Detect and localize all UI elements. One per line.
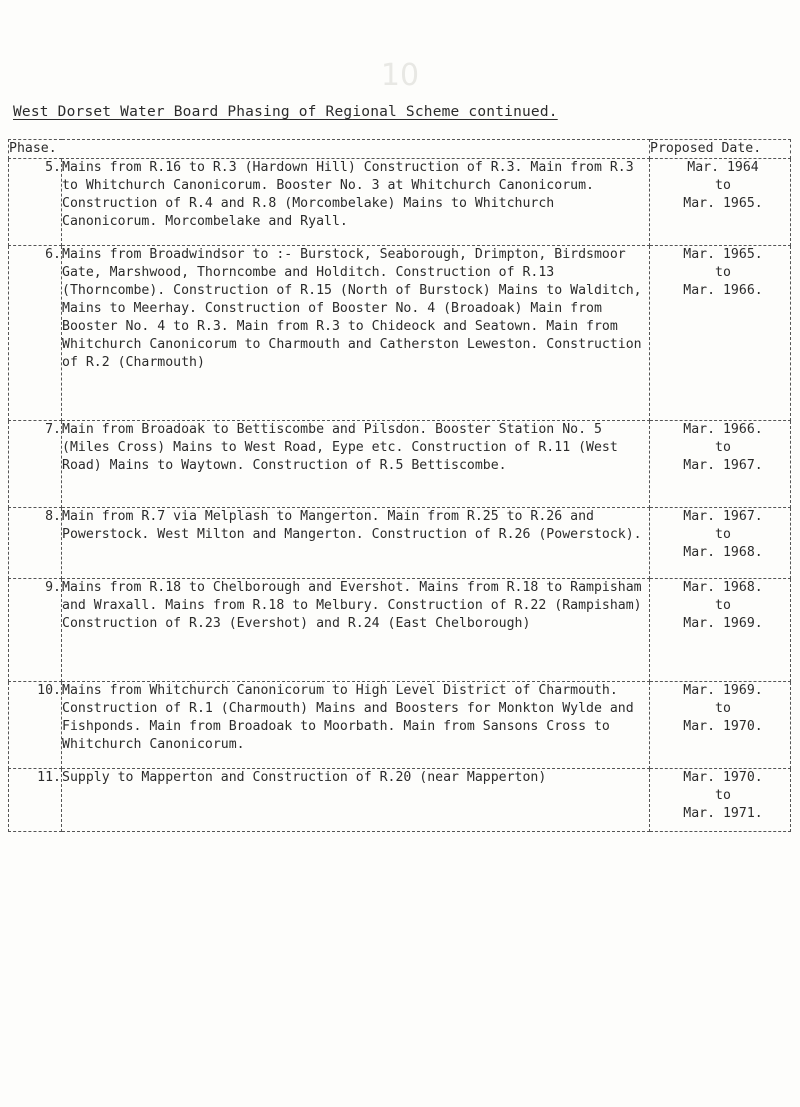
- phase-number: 11.: [9, 769, 62, 832]
- proposed-date: [650, 769, 791, 832]
- phasing-table: [8, 139, 791, 832]
- date-from: Mar. 1965.: [683, 247, 763, 262]
- date-from: Mar. 1968.: [683, 580, 763, 595]
- date-to-word: to: [715, 527, 731, 542]
- proposed-date: [650, 579, 791, 682]
- date-from: Mar. 1970.: [683, 770, 763, 785]
- phase-description: Main from R.7 via Melplash to Mangerton. Main from R.25 to R.26 and Powerstock. West Milton and Mangerton. Construction of R.26 (Powerstock).: [62, 508, 650, 579]
- proposed-date: [650, 159, 791, 246]
- date-to-word: to: [715, 440, 731, 455]
- date-to-word: to: [715, 178, 731, 193]
- date-to: Mar. 1967.: [683, 458, 763, 473]
- page-number: 10: [380, 58, 420, 93]
- table-row: [9, 508, 791, 579]
- proposed-date: [650, 682, 791, 769]
- phase-description: Mains from R.18 to Chelborough and Evershot. Mains from R.18 to Rampisham and Wraxall. Mains from R.18 to Melbury. Construction of R.22 (Rampisham) Construction of R.23 (Evershot) and R.24 (East Chelborough): [62, 579, 650, 682]
- phase-description: Main from Broadoak to Bettiscombe and Pilsdon. Booster Station No. 5 (Miles Cross) Mains to West Road, Eype etc. Construction of R.11 (West Road) Mains to Waytown. Construction of R.5 Bettiscombe.: [62, 421, 650, 508]
- date-to: Mar. 1966.: [683, 283, 763, 298]
- proposed-date: [650, 508, 791, 579]
- phase-description: Mains from R.16 to R.3 (Hardown Hill) Construction of R.3. Main from R.3 to Whitchurch Canonicorum. Booster No. 3 at Whitchurch Canonicorum. Construction of R.4 and R.8 (Morcombelake) Mains to Whitchurch Canonicorum. Morcombelake and Ryall.: [62, 159, 650, 246]
- date-from: Mar. 1967.: [683, 509, 763, 524]
- date-to-word: to: [715, 788, 731, 803]
- date-to-word: to: [715, 701, 731, 716]
- date-from: Mar. 1964: [687, 160, 759, 175]
- table-row: [9, 421, 791, 508]
- date-from: Mar. 1969.: [683, 683, 763, 698]
- table-row: [9, 159, 791, 246]
- date-to: Mar. 1968.: [683, 545, 763, 560]
- phase-column-header: Phase.: [9, 140, 650, 159]
- proposed-date: [650, 421, 791, 508]
- date-to-word: to: [715, 598, 731, 613]
- phase-number: 6.: [9, 246, 62, 421]
- date-to-word: to: [715, 265, 731, 280]
- table-row: [9, 246, 791, 421]
- date-to: Mar. 1971.: [683, 806, 763, 821]
- phase-number: 8.: [9, 508, 62, 579]
- document-title: West Dorset Water Board Phasing of Regional Scheme continued.: [13, 104, 558, 120]
- proposed-date: [650, 246, 791, 421]
- table-header-row: [9, 140, 791, 159]
- phase-description: Supply to Mapperton and Construction of R.20 (near Mapperton): [62, 769, 650, 832]
- phase-number: 10.: [9, 682, 62, 769]
- proposed-date-column-header: Proposed Date.: [650, 140, 791, 159]
- phase-description: Mains from Broadwindsor to :- Burstock, Seaborough, Drimpton, Birdsmoor Gate, Marshwood, Thorncombe and Holditch. Construction of R.13 (Thorncombe). Construction of R.15 (North of Burstock) Mains to Walditch, Mains to Meerhay. Construction of Booster No. 4 (Broadoak) Main from Booster No. 4 to R.3. Main from R.3 to Chideock and Seatown. Main from Whitchurch Canonicorum to Charmouth and Catherston Leweston. Construction of R.2 (Charmouth): [62, 246, 650, 421]
- table-row: [9, 579, 791, 682]
- date-to: Mar. 1965.: [683, 196, 763, 211]
- phase-number: 9.: [9, 579, 62, 682]
- phase-number: 5.: [9, 159, 62, 246]
- phase-number: 7.: [9, 421, 62, 508]
- table-row: [9, 769, 791, 832]
- phase-description: Mains from Whitchurch Canonicorum to High Level District of Charmouth. Construction of R.1 (Charmouth) Mains and Boosters for Monkton Wylde and Fishponds. Main from Broadoak to Moorbath. Main from Sansons Cross to Whitchurch Canonicorum.: [62, 682, 650, 769]
- table-row: [9, 682, 791, 769]
- date-to: Mar. 1969.: [683, 616, 763, 631]
- date-to: Mar. 1970.: [683, 719, 763, 734]
- date-from: Mar. 1966.: [683, 422, 763, 437]
